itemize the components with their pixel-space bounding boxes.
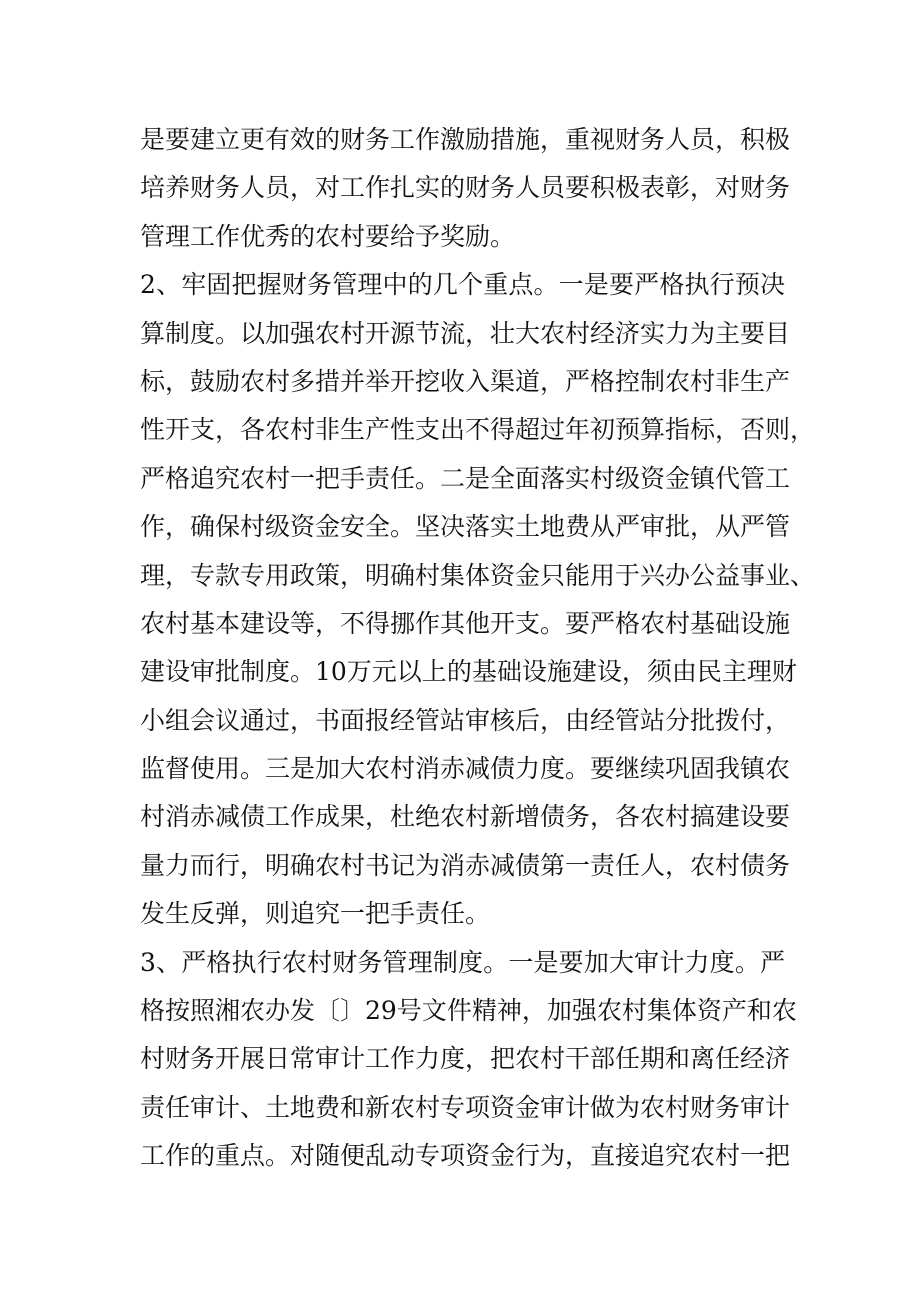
body-text	[140, 116, 816, 1181]
text-line: 管理工作优秀的农村要给予奖励。	[140, 221, 516, 251]
text-line: 监督使用。三是加大农村消赤减债力度。要继续巩固我镇农	[140, 754, 791, 784]
text-line: 责任审计、土地费和新农村专项资金审计做为农村财务审计	[140, 1092, 791, 1122]
text-line: 理，专款专用政策，明确村集体资金只能用于兴办公益事业、	[140, 560, 816, 590]
text-line: 发生反弹，则追究一把手责任。	[140, 899, 491, 929]
text-line: 建设审批制度。10万元以上的基础设施建设，须由民主理财	[140, 657, 797, 687]
text-line: 农村基本建设等，不得挪作其他开支。要严格农村基础设施	[140, 608, 791, 638]
text-line: 小组会议通过，书面报经管站审核后，由经管站分批拨付，	[140, 705, 791, 735]
text-line: 3、严格执行农村财务管理制度。一是要加大审计力度。严	[140, 947, 785, 977]
text-line: 严格追究农村一把手责任。二是全面落实村级资金镇代管工	[140, 463, 791, 493]
text-line: 2、牢固把握财务管理中的几个重点。一是要严格执行预决	[140, 270, 785, 300]
text-line: 性开支，各农村非生产性支出不得超过年初预算指标，否则，	[140, 415, 816, 445]
text-line: 工作的重点。对随便乱动专项资金行为，直接追究农村一把	[140, 1141, 791, 1171]
text-line: 算制度。以加强农村开源节流，壮大农村经济实力为主要目	[140, 318, 791, 348]
text-line: 格按照湘农办发〔〕29号文件精神，加强农村集体资产和农	[140, 996, 797, 1026]
text-line: 量力而行，明确农村书记为消赤减债第一责任人，农村债务	[140, 850, 791, 880]
text-line: 村财务开展日常审计工作力度，把农村干部任期和离任经济	[140, 1044, 791, 1074]
text-line: 作，确保村级资金安全。坚决落实土地费从严审批，从严管	[140, 512, 791, 542]
text-line: 培养财务人员，对工作扎实的财务人员要积极表彰，对财务	[140, 173, 791, 203]
text-line: 村消赤减债工作成果，杜绝农村新增债务，各农村搞建设要	[140, 802, 791, 832]
text-line: 是要建立更有效的财务工作激励措施，重视财务人员，积极	[140, 125, 791, 154]
text-line: 标，鼓励农村多措并举开挖收入渠道，严格控制农村非生产	[140, 366, 791, 396]
